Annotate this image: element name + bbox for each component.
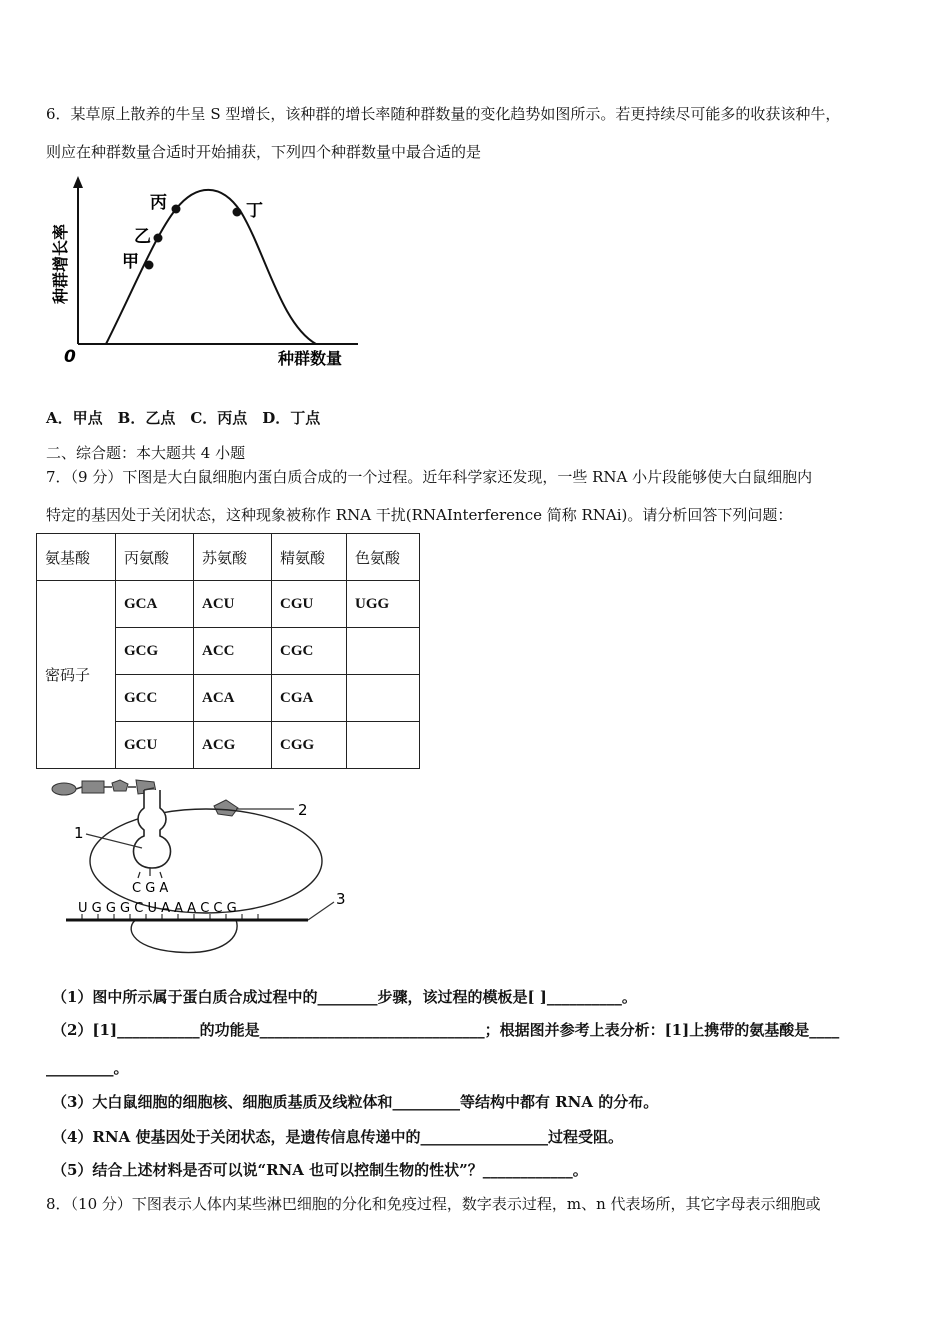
table-cell: GCU xyxy=(116,722,194,769)
table-cell: ACG xyxy=(194,722,272,769)
point-yi xyxy=(154,234,163,243)
table-cell xyxy=(347,628,420,675)
section-heading: 二、综合题：本大题共 4 小题 xyxy=(46,444,246,462)
table-header-cell: 色氨酸 xyxy=(347,534,420,581)
table-cell xyxy=(347,675,420,722)
origin-label: 0 xyxy=(64,347,76,367)
row-label-codon: 密码子 xyxy=(37,581,116,769)
label-ding: 丁 xyxy=(246,201,263,221)
amino-acid-2 xyxy=(82,781,104,793)
q8-stem-line1: 8．（10 分）下图表示人体内某些淋巴细胞的分化和免疫过程，数字表示过程，m、n 代表场所，其它字母表示细胞或 xyxy=(46,1195,821,1213)
table-cell: GCG xyxy=(116,628,194,675)
q6-options: A．甲点 B．乙点 C．丙点 D．丁点 xyxy=(46,409,321,427)
table-cell: CGG xyxy=(272,722,347,769)
q7-sub5: （5）结合上述材料是否可以说“RNA 也可以控制生物的性状”？____________。 xyxy=(52,1161,588,1179)
ribosome-small-subunit xyxy=(131,920,237,953)
table-cell: GCC xyxy=(116,675,194,722)
point-jia xyxy=(145,261,154,270)
label-1: 1 xyxy=(74,824,84,842)
table-cell: ACC xyxy=(194,628,272,675)
table-cell: ACA xyxy=(194,675,272,722)
growth-rate-graph xyxy=(46,174,376,374)
codon-table xyxy=(36,533,420,769)
table-cell: GCA xyxy=(116,581,194,628)
amino-acid-3 xyxy=(112,780,128,791)
mrna-sequence: U G G G C U A A A C C G xyxy=(78,901,237,916)
free-amino-acid xyxy=(214,800,238,816)
table-cell: CGU xyxy=(272,581,347,628)
q6-stem-line2: 则应在种群数量合适时开始捕获，下列四个种群数量中最合适的是 xyxy=(46,143,482,161)
table-header-cell: 氨基酸 xyxy=(37,534,116,581)
table-header-cell: 精氨酸 xyxy=(272,534,347,581)
ribosome-large-subunit xyxy=(90,809,322,913)
table-cell: ACU xyxy=(194,581,272,628)
table-cell: CGA xyxy=(272,675,347,722)
translation-diagram xyxy=(46,776,366,956)
label-3: 3 xyxy=(336,890,346,908)
x-axis-label: 种群数量 xyxy=(278,349,343,368)
table-cell xyxy=(347,722,420,769)
label-yi: 乙 xyxy=(134,227,151,247)
table-header-row xyxy=(37,534,420,581)
table-header-cell: 丙氨酸 xyxy=(116,534,194,581)
q7-stem-line1: 7．（9 分）下图是大白鼠细胞内蛋白质合成的一个过程。近年科学家还发现，一些 RNA 小片段能够使大白鼠细胞内 xyxy=(46,468,813,486)
q7-stem-line2: 特定的基因处于关闭状态，这种现象被称作 RNA 干扰(RNAInterference 简称 RNAi)。请分析回答下列问题： xyxy=(46,506,793,524)
y-axis-label: 种群增长率 xyxy=(51,223,70,304)
q6-stem-line1: 6．某草原上散养的牛呈 S 型增长，该种群的增长率随种群数量的变化趋势如图所示。若更持续尽可能多的收获该种牛， xyxy=(46,105,841,123)
amino-acid-1 xyxy=(52,783,76,795)
point-ding xyxy=(233,208,242,217)
table-header-cell: 苏氨酸 xyxy=(194,534,272,581)
q7-sub4: （4）RNA 使基因处于关闭状态，是遗传信息传递中的_________________过程受阻。 xyxy=(52,1128,623,1146)
q7-sub2-line2: _________。 xyxy=(46,1059,129,1077)
leader-3 xyxy=(308,902,334,920)
anticodon: C G A xyxy=(132,881,169,896)
q7-sub3: （3）大白鼠细胞的细胞核、细胞质基质及线粒体和_________等结构中都有 RNA 的分布。 xyxy=(52,1093,659,1111)
label-bing: 丙 xyxy=(150,193,167,213)
y-axis-arrow xyxy=(73,176,83,188)
point-bing xyxy=(172,205,181,214)
q7-sub1: （1）图中所示属于蛋白质合成过程中的________步骤，该过程的模板是[ ]__________。 xyxy=(52,988,637,1006)
q7-sub2-line1: （2）[1]___________的功能是______________________________；根据图并参考上表分析：[1]上携带的氨基酸是____ xyxy=(52,1021,840,1039)
table-cell: CGC xyxy=(272,628,347,675)
trna xyxy=(134,790,171,868)
label-jia: 甲 xyxy=(122,252,139,272)
table-row xyxy=(37,581,420,628)
label-2: 2 xyxy=(298,801,308,819)
table-cell: UGG xyxy=(347,581,420,628)
